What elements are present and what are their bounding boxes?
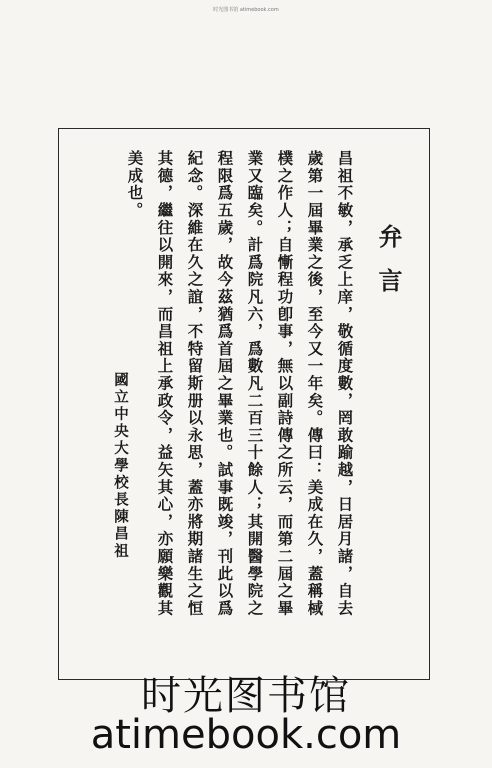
- preface-column-4: 業又臨矣。計爲院凡六，爲數凡二百三十餘人；其開醫學院之: [245, 150, 264, 618]
- author-signature: 國立中央大學校長陳昌祖: [112, 372, 129, 561]
- preface-column-3: 樸之作人；自慚程功卽事，無以副詩傳之所云，而第二屆之畢: [275, 150, 294, 618]
- preface-column-8: 美成也。: [125, 150, 144, 220]
- preface-column-7: 其德，繼往以開來，而昌祖上承政令，益矢其心，亦願樂觀其: [155, 150, 174, 618]
- preface-title: 弁言: [374, 224, 403, 312]
- preface-column-5: 程限爲五歲，故今茲猶爲首屆之畢業也。試事既竣，刊此以爲: [215, 150, 234, 618]
- preface-column-6: 紀念。深維在久之誼，不特留斯册以永思，蓋亦將期諸生之恒: [185, 150, 204, 618]
- top-credit: 时光图书馆 atimebook.com: [213, 7, 279, 13]
- preface-column-2: 歲第一屆畢業之後，至今又一年矣。傳曰：美成在久，蓋稱棫: [305, 150, 324, 618]
- preface-column-1: 昌祖不敏，承乏上庠，敬循度數，罔敢踰越，日居月諸，自去: [335, 150, 354, 618]
- watermark-chinese: 时光图书馆: [141, 673, 351, 719]
- watermark-url: atimebook.com: [90, 712, 402, 758]
